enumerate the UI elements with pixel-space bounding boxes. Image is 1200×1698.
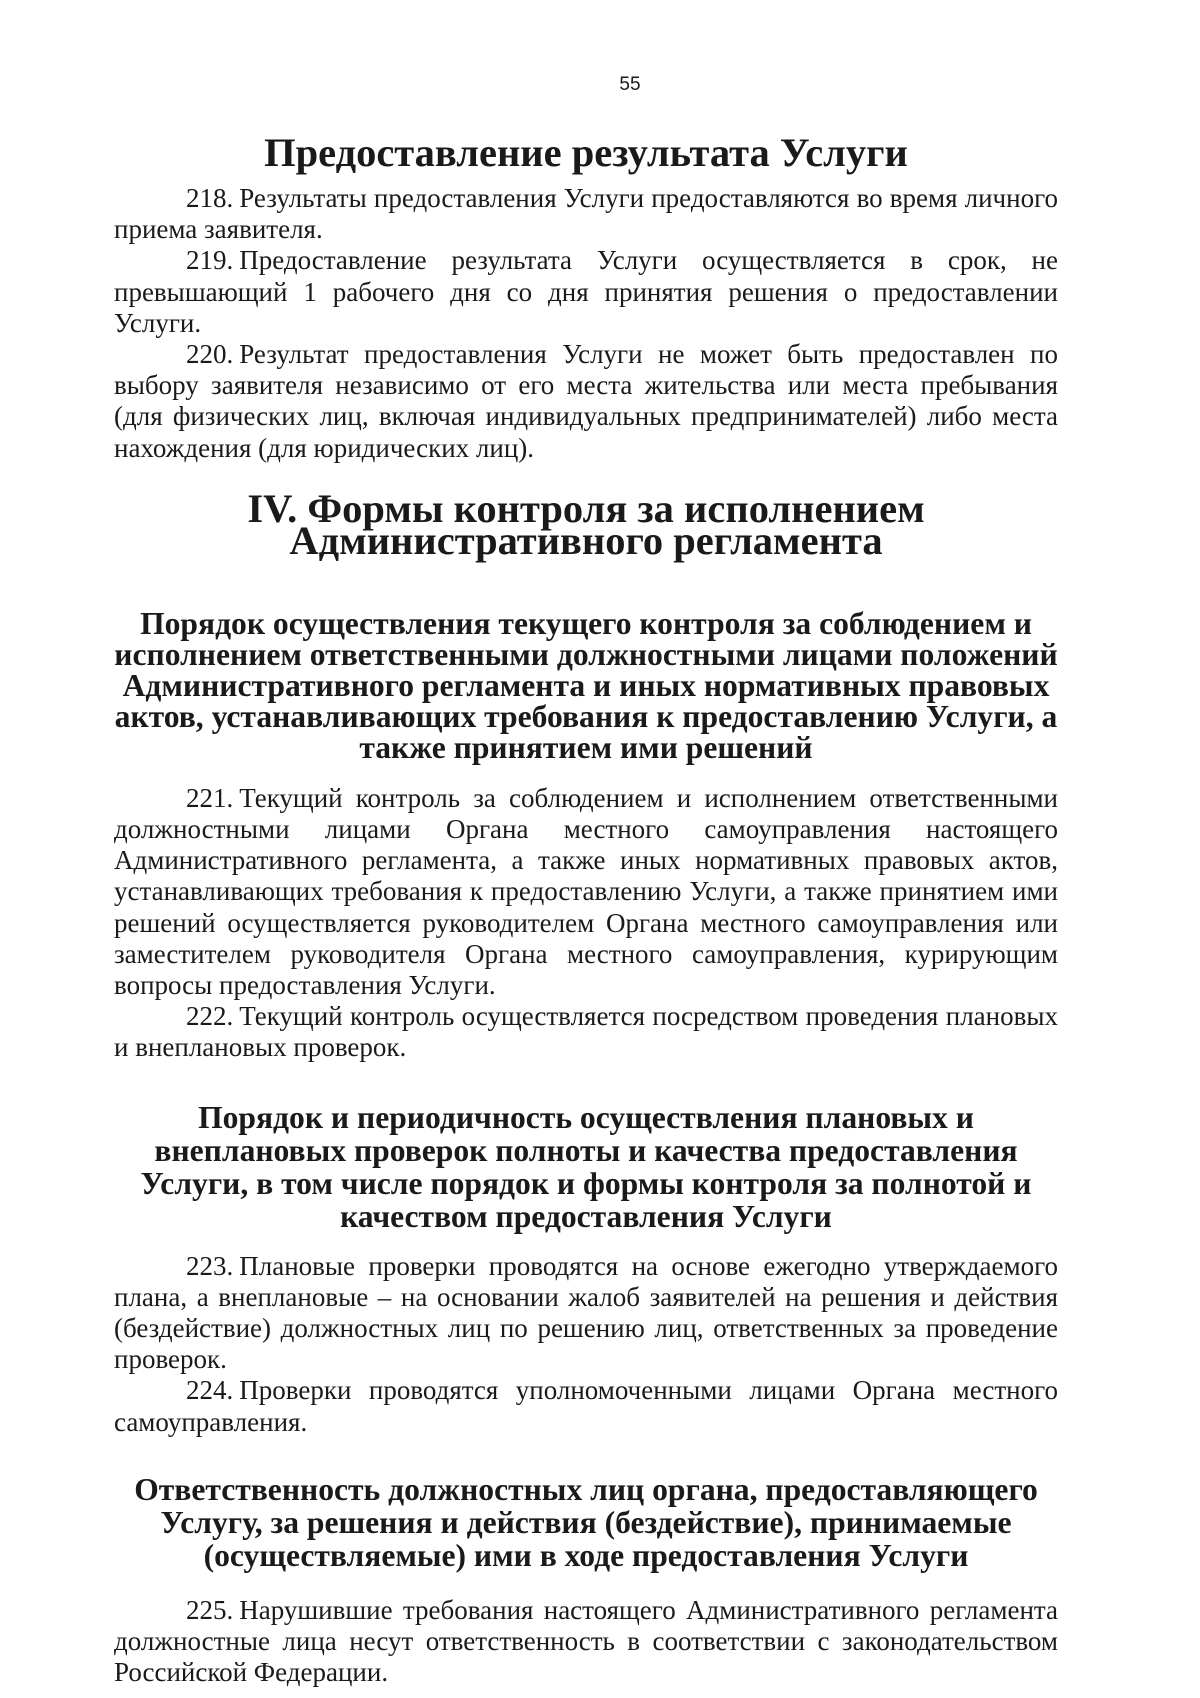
section-heading-current-control: Порядок осуществления текущего контроля за соблюдением и исполнением ответственными должностными лицами положений Административного регламента и иных нормативных правовых актов, устанавливающих требования к предоставлению Услуги, а также принятием ими решений <box>114 605 1058 765</box>
paragraph-text: Результаты предоставления Услуги предоставляются во время личного приема заявителя. <box>114 183 1058 245</box>
paragraph-218 <box>114 183 1058 245</box>
paragraph-text: Проверки проводятся уполномоченными лицами Органа местного самоуправления. <box>114 1375 1058 1437</box>
paragraph-220 <box>114 339 1058 464</box>
paragraph-number: 218. <box>186 183 234 213</box>
paragraph-number: 221. <box>186 782 234 813</box>
paragraph-number: 225. <box>186 1594 234 1625</box>
paragraph-text: Предоставление результата Услуги осуществляется в срок, не превышающий 1 рабочего дня со дня принятия решения о предоставлении Услуги. <box>114 245 1058 338</box>
chapter-heading-control-forms: IV. Формы контроля за исполнением Административного регламента <box>247 485 925 563</box>
section-body-responsibility <box>114 1595 1058 1689</box>
paragraph-number: 223. <box>186 1250 234 1281</box>
section-body-current-control <box>114 783 1058 1064</box>
paragraph-text: Результат предоставления Услуги не может быть предоставлен по выбору заявителя независимо от его места жительства или места пребывания (для физических лиц, включая индивидуальных предпринимателей) либо места нахождения (для юридических лиц). <box>114 339 1058 463</box>
page-number: 55 <box>619 74 641 95</box>
paragraph-224 <box>114 1375 1058 1437</box>
paragraph-222 <box>114 1001 1058 1063</box>
section-heading-result-delivery: Предоставление результата Услуги <box>264 130 908 175</box>
paragraph-219 <box>114 245 1058 339</box>
paragraph-number: 219. <box>186 245 234 276</box>
paragraph-text: Плановые проверки проводятся на основе ежегодно утверждаемого плана, а внеплановые – на основании жалоб заявителей на решения и действия (бездействие) должностных лиц по решению лиц, ответственных за проведение проверок. <box>114 1250 1058 1375</box>
section-body-result-delivery <box>114 183 1058 464</box>
section-heading-inspections: Порядок и периодичность осуществления плановых и внеплановых проверок полноты и качества предоставления Услуги, в том числе порядок и формы контроля за полнотой и качеством предоставления Услуги <box>140 1099 1032 1234</box>
paragraph-225 <box>114 1595 1058 1689</box>
section-heading-responsibility: Ответственность должностных лиц органа, предоставляющего Услугу, за решения и действия (бездействие), принимаемые (осуществляемые) ими в ходе предоставления Услуги <box>134 1471 1038 1573</box>
paragraph-text: Нарушившие требования настоящего Административного регламента должностные лица несут ответственность в соответствии с законодательством Российской Федерации. <box>114 1594 1058 1688</box>
paragraph-number: 222. <box>186 1001 234 1032</box>
paragraph-223 <box>114 1251 1058 1376</box>
paragraph-text: Текущий контроль за соблюдением и исполнением ответственными должностными лицами Органа местного самоуправления настоящего Административного регламента, а также иных нормативных правовых актов, устанавливающих требования к предоставлению Услуги, а также принятием ими решений осуществляется руководителем Органа местного самоуправления или заместителем руководителя Органа местного самоуправления, курирующим вопросы предоставления Услуги. <box>114 782 1058 1001</box>
paragraph-number: 220. <box>186 339 234 370</box>
paragraph-number: 224. <box>186 1375 234 1406</box>
section-body-inspections <box>114 1251 1058 1438</box>
paragraph-text: Текущий контроль осуществляется посредством проведения плановых и внеплановых проверок. <box>114 1001 1058 1063</box>
paragraph-221 <box>114 783 1058 1001</box>
